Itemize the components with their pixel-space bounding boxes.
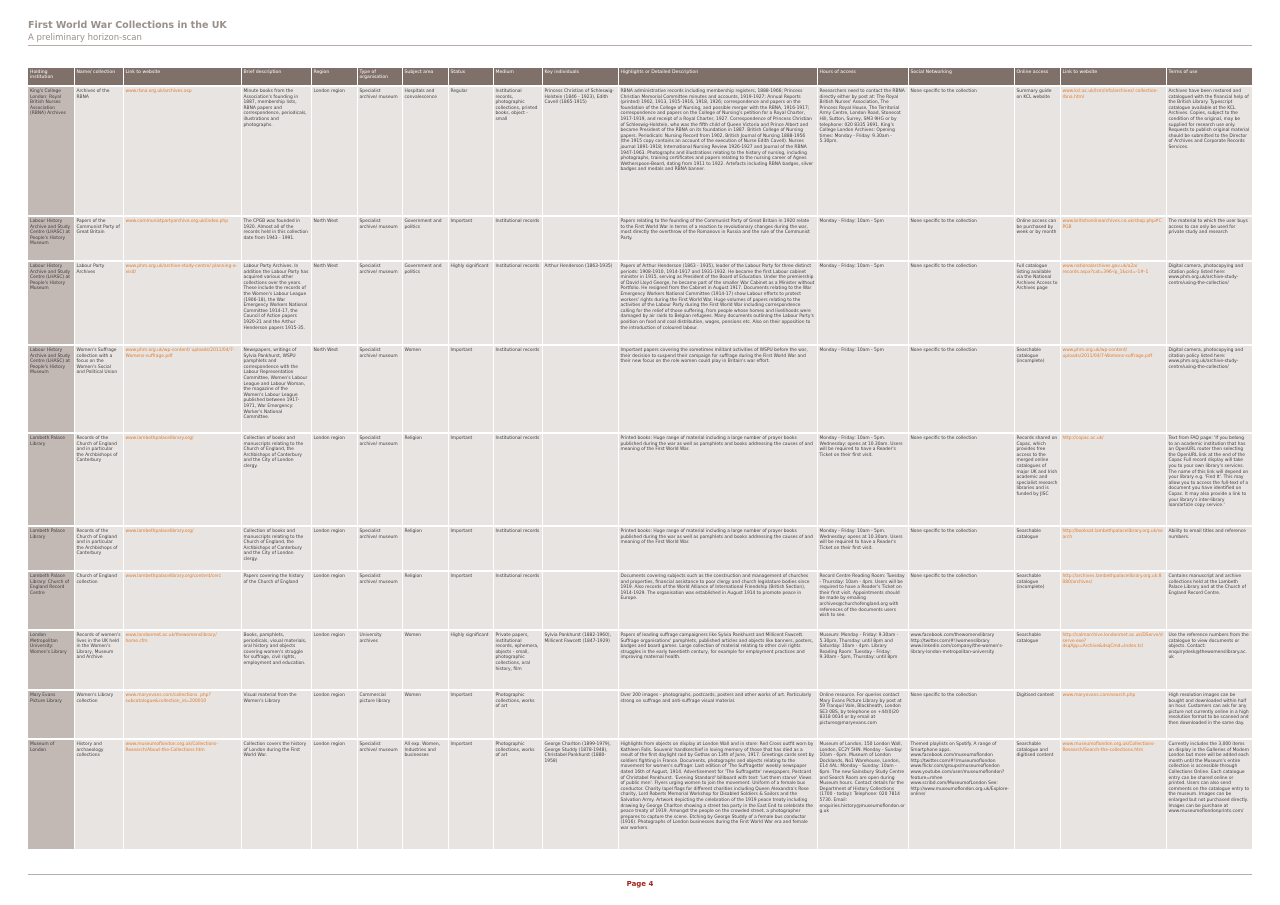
table-cell: Digital camera, photocopying and citation policy listed here: www.phm.org.uk/archive-study-centre/using-the-collection/	[1166, 261, 1252, 345]
website-link-cell[interactable]: www.britishonlinearchives.co.uk/shop.php#CPGB	[1060, 216, 1166, 261]
table-cell: Themed playlists on Spotify. A range of Smartphone apps. www.facebook.com/museumoflondon http://twitter.com/#!/museumoflondon www.flickr.com/groups/museumoflondon www.youtube.com/user/museumoflondon?feature=mhee www.scribd.com/MuseumofLondon See: http://www.museumoflondon.org.uk/Explore-online/	[908, 739, 1014, 849]
table-cell: Monday - Friday: 10am - 5pm	[817, 261, 908, 345]
website-link-cell[interactable]: www.phm.org.uk/wp-content/ uploads/2011/04/7-Womens-suffrage.pdf	[1060, 345, 1166, 433]
table-cell: London Metropolitan University: Women's Library	[28, 630, 74, 690]
column-header: Brief description	[241, 68, 311, 86]
table-row	[28, 86, 1252, 216]
table-cell: Papers of leading suffrage campaigners like Sylvia Pankhurst and Millicent Fawcett. Suffrage organisations' pamphlets, published articles and objects like banners, posters, badges and board games. Large collection of material relating to other civil rights struggles in the early twentieth century, for example for employment practices and improving maternal health.	[618, 630, 817, 690]
table-cell: Searchable catalogue	[1014, 526, 1060, 571]
table-cell: Books, pamphlets, periodicals, visual materials, oral history and objects covering women's struggle for suffrage, civil rights, employment and education.	[241, 630, 311, 690]
table-cell: Records of the Church of England and in particular the Archbishops of Canterbury	[74, 433, 123, 526]
table-cell: Lambeth Palace Library	[28, 433, 74, 526]
table-cell: Text from FAQ page: 'If you belong to an academic institution that has an OpenURL router then selecting the OpenURL link at the end of the Copac Full record display will take you to your own library's services. The name of this link will depend on your library e.g. 'Find It'. This may allow you to access the full-text of a document you have identified on Copac. It may also provide a link to your library's inter-library loan/article copy service.'	[1166, 433, 1252, 526]
table-cell: Visual material from the Women's Library	[241, 690, 311, 739]
table-row	[28, 261, 1252, 345]
table-cell: All exp. Women, Industries and businesses	[402, 739, 448, 849]
table-row	[28, 433, 1252, 526]
table-cell	[542, 571, 618, 630]
table-cell: Minute books from the Association's founding in 1887, membership lists, RBNA papers and correspondence, periodicals, illustrations and photographs.	[241, 86, 311, 216]
table-cell	[542, 345, 618, 433]
table-cell: Lambeth Palace Library: Church of England Record Centre	[28, 571, 74, 630]
table-cell: King's College London: Royal British Nurses Association (RBNA) Archives	[28, 86, 74, 216]
table-cell: Important	[448, 571, 493, 630]
table-cell: Sylvia Pankhurst (1882-1960), Millicent Fawcett (1847-1929)	[542, 630, 618, 690]
table-cell: Specialist archive/ museum	[357, 571, 402, 630]
website-link-cell[interactable]: www.maryevans.com/search.php	[1060, 690, 1166, 739]
website-link-cell[interactable]: www.rbna.org.uk/archives.asp	[123, 86, 241, 216]
table-cell: Online access can be purchased by week or by month	[1014, 216, 1060, 261]
table-cell: Mary Evans Picture Library	[28, 690, 74, 739]
table-cell: Religion	[402, 433, 448, 526]
table-cell: Archives have been restored and catalogued with the financial help of the British Library. Typescript catalogue available at the KCL Archives. Copies, subject to the condition of the original, may be supplied for research use only. Requests to publish original material should be submitted to the Director of Archives and Corporate Records Services.	[1166, 86, 1252, 216]
table-cell: Currently includes the 3,000 items on display in the Galleries of Modern London but more will be added each month until the Museum's entire collection is accessible through Collections Online. Each catalogue entry can be shared online or printed. Users can also send comments on the catalogue entry to the museum. Images can be enlarged but not purchased directly. Images can be purchase at www.museumoflondonprints.com/	[1166, 739, 1252, 849]
table-cell: Important	[448, 345, 493, 433]
table-cell: Specialist archive/ museum	[357, 216, 402, 261]
table-cell: High resolution images can be bought and downloaded within half an hour. Customers can ask for any picture not currently online in a high resolution format to be scanned and then downloaded in the same day.	[1166, 690, 1252, 739]
table-cell: Collection of books and manuscripts relating to the Church of England, the Archbishops of Canterbury and the City of London clergy.	[241, 433, 311, 526]
table-cell: Labour History Archive and Study Centre (LHASC) at People's History Museum	[28, 345, 74, 433]
table-cell: Institutional records	[493, 433, 542, 526]
report-header	[28, 20, 227, 43]
table-cell: Institutional records	[493, 526, 542, 571]
column-header: Hours of access	[817, 68, 908, 86]
table-cell: Women	[402, 630, 448, 690]
table-cell: London region	[311, 571, 357, 630]
table-cell: Papers covering the history of the Church of England	[241, 571, 311, 630]
table-cell: The CPGB was founded in 1920. Almost all of the records held in this collection date from 1943 - 1991.	[241, 216, 311, 261]
table-cell: None specific to the collection	[908, 433, 1014, 526]
table-cell: Specialist archive/ museum	[357, 739, 402, 849]
table-body	[28, 86, 1252, 849]
table-cell: Labour Party Archives	[74, 261, 123, 345]
table-cell: Religion	[402, 526, 448, 571]
table-cell: Monday - Friday: 10am - 5pm. Wednesday: opens at 10.30am. Users will be required to have a Reader's Ticket on their first visit.	[817, 433, 908, 526]
table-cell: None specific to the collection	[908, 216, 1014, 261]
table-row	[28, 630, 1252, 690]
table-cell: Digitised content	[1014, 690, 1060, 739]
table-cell: London region	[311, 690, 357, 739]
table-cell: Full catalogue listing available via the National Archives Access to Archives page	[1014, 261, 1060, 345]
table-cell: Monday - Friday: 10am - 5pm	[817, 216, 908, 261]
website-link-cell[interactable]: http://booksat.lambethpalacelibrary.org.uk/search	[1060, 526, 1166, 571]
table-cell: Records shared on Copac, which provides free access to the merged online catalogues of major UK and Irish academic and specialist research libraries and is funded by JISC	[1014, 433, 1060, 526]
website-link-cell[interactable]: www.museumoflondon.org.uk/Collections-Research/About-the-Collections.htm	[123, 739, 241, 849]
table-cell: Women	[402, 690, 448, 739]
table-cell: Contains manuscript and archive collections held at the Lambeth Palace Library and at the Church of England Record Centre.	[1166, 571, 1252, 630]
table-cell: Use the reference numbers from the catalogue to view documents or objects. Contact: enquirydesk@thewomenslibrary.ac.uk	[1166, 630, 1252, 690]
table-cell: George Charlton (1899-1979), George Studdy (1878-1948), Christabel Pankhurst (1880-1958)	[542, 739, 618, 849]
table-cell: London region	[311, 86, 357, 216]
table-cell: Important	[448, 739, 493, 849]
table-cell: Monday - Friday: 10am - 5pm. Wednesday: opens at 10.30am. Users will be required to have a Reader's Ticket on their first visit.	[817, 526, 908, 571]
table-cell: Researchers need to contact the RBNA directly either by post at: The Royal British Nurses' Association, The Princess Royal House, The Territorial Army Centre, London Road, Stonecot Hill, Sutton, Surrey, SM3 9HG or by telephone: 020 8335 3691. King's College London Archives: Opening times: Monday - Friday: 9.30am - 5.30pm.	[817, 86, 908, 216]
table-cell: Museum of London	[28, 739, 74, 849]
table-cell: London region	[311, 526, 357, 571]
page-number: Page 4	[626, 880, 654, 888]
table-cell: Searchable catalogue (incomplete)	[1014, 571, 1060, 630]
table-cell: Institutional records	[493, 345, 542, 433]
table-cell: Important	[448, 526, 493, 571]
header-rule	[28, 45, 1252, 46]
table-cell: Digital camera, photocopying and citation policy listed here: www.phm.org.uk/archive-study-centre/using-the-collection/	[1166, 345, 1252, 433]
table-cell: Summary guide on KCL website	[1014, 86, 1060, 216]
table-cell: Important	[448, 433, 493, 526]
table-cell: Important papers covering the sometimes militant activities of WSPU before the war, their decision to suspend their campaign for suffrage during the First World War and their new focus on the role women could play in Britain's war effort.	[618, 345, 817, 433]
table-cell: Over 200 images - photographs, postcards, posters and other works of art. Particularly strong on suffrage and anti-suffrage visual material.	[618, 690, 817, 739]
table-cell: None specific to the collection	[908, 526, 1014, 571]
column-header: Highlights or Detailed Description	[618, 68, 817, 86]
table-cell: Searchable catalogue	[1014, 630, 1060, 690]
table-cell: Museum of London, 150 London Wall, London, EC2Y 5HN. Monday - Sunday: 10am - 6pm. Museum of London Docklands, No1 Warehouse, London, E14 4AL: Monday - Sunday: 10am - 6pm. The new Sainsbury Study Centre and Search Room are open during Museum hours. Contact details for the Department of History Collections (1700 - today): Telephone: 020 7814 5730. Email: enquiries.history@museumoflondon.org.uk	[817, 739, 908, 849]
table-row	[28, 690, 1252, 739]
column-header: Name/ collection	[74, 68, 123, 86]
table-cell: Church of England collection	[74, 571, 123, 630]
column-header: Social Networking	[908, 68, 1014, 86]
table-cell: Institutional records	[493, 216, 542, 261]
table-cell: Commercial picture library	[357, 690, 402, 739]
column-header: Type of organisation	[357, 68, 402, 86]
table-cell: Government and politics	[402, 216, 448, 261]
table-cell: Princess Christian of Schleswig-Holstein (1846 - 1923), Edith Cavell (1865-1915)	[542, 86, 618, 216]
column-header: Terms of use	[1166, 68, 1252, 86]
table-cell: Specialist archive/ museum	[357, 526, 402, 571]
website-link-cell[interactable]: http://copac.ac.uk/	[1060, 433, 1166, 526]
table-cell: Newspapers, writings of Sylvia Pankhurst, WSPU pamphlets and correspondence with the Labour Representation Committee, Women's Labour League and Labour Woman, the magazine of the Women's Labour League published between 1917-1971, War Emergency: Worker's National Committee.	[241, 345, 311, 433]
table-cell	[542, 216, 618, 261]
table-cell: Institutional records	[493, 571, 542, 630]
table-row	[28, 571, 1252, 630]
table-cell: University archives	[357, 630, 402, 690]
table-cell: Lambeth Palace Library	[28, 526, 74, 571]
table-cell: Specialist archive/ museum	[357, 86, 402, 216]
table-cell: Highlights from objects on display at London Wall and in store: Red Cross outfit worn by Kathleen Falls. Souvenir handkerchief in loving memory of those that has died as a result of the first daylight raid by Gothas on 13th of June, 1917. Greetings cards sent by soldiers fighting in France. Documents, photographs and objects relating to the movement for women's suffrage: Last edition of 'The Suffragette' weekly newspaper dated 16th of August, 1914. Advertisement for 'The Suffragette' newspapers. Postcard of Christabel Pankhurst. 'Evening Standard' billboard with text: 'Let them starve' Views of public men'. Flyers urging women to join the movement. Uniform of a female bus conductor. Charity lapel flags for different charities including Queen Alexandra's Rose charity, Lord Roberts Memorial Workshop for Disabled Soldiers & Sailors and the Salvation Army. Artwork depicting the celebration of the 1919 peace treaty including drawing by George Charlton showing a street tea party in the East End to celebrate the peace treaty of 1919. Amongst the people on the crowded street, a photographer prepares to capture the scene. Etching by George Studdy of a female bus conductor (1916). Photographs of London businesses during the First World War era and female war workers.	[618, 739, 817, 849]
table-cell: Papers of the Communist Party of Great Britain	[74, 216, 123, 261]
table-cell: Women's Suffrage collection with a focus on the Women's Social and Political Union	[74, 345, 123, 433]
table-cell: Museum: Monday - Friday: 9.30am - 5.30pm, Thursday: until 8pm and Saturday: 10am - 4pm. Library Reading Room: Tuesday - Friday: 9.30am - 5pm, Thursday: until 8pm	[817, 630, 908, 690]
table-cell: Specialist archive/ museum	[357, 261, 402, 345]
table-cell: Private papers, institutional records, ephemera, objects - small, photographic collections, oral history, film	[493, 630, 542, 690]
table-cell: Record Centre Reading Room: Tuesday - Thursday: 10am - 4pm. Users will be required to have a Reader's Ticket on their first visit. Appointments should be made by emailing archives@churchofengland.org with references of the documents users wish to see.	[817, 571, 908, 630]
table-cell	[542, 433, 618, 526]
table-cell: Specialist archive/ museum	[357, 433, 402, 526]
table-cell	[542, 526, 618, 571]
website-link-cell[interactable]: www.lambethpalacelibrary.org/	[123, 433, 241, 526]
table-row	[28, 526, 1252, 571]
website-link-cell[interactable]: www.maryevans.com/collections. php?subcatalogue&collection_id=200010	[123, 690, 241, 739]
table-cell: Records of women's lives in the UK held in the Women's Library, Museum and Archive	[74, 630, 123, 690]
table-cell: Collection of books and manuscripts relating to the Church of England, the Archbishops of Canterbury and the City of London clergy.	[241, 526, 311, 571]
table-cell: Institutional records	[493, 261, 542, 345]
website-link-cell[interactable]: http://archives.lambethpalacelibrary.org.uk:8080/archives/	[1060, 571, 1166, 630]
website-link-cell[interactable]: www.communistpartyarchive.org.uk/index.php	[123, 216, 241, 261]
table-cell: Photographic collections, works of art	[493, 739, 542, 849]
column-header: Medium	[493, 68, 542, 86]
table-cell: North West	[311, 261, 357, 345]
table-cell: North West	[311, 345, 357, 433]
table-cell: The material to which the user buys access to can only be used for private study and research	[1166, 216, 1252, 261]
table-cell: Documents covering subjects such as the construction and management of churches and properties, financial assistance to poor clergy and church legislature bodies since 1919. Also records of the World Alliance of International Friendship (British Section), 1914-1929. The organisation was established in August 1914 to promote peace in Europe.	[618, 571, 817, 630]
table-cell: None specific to the collection	[908, 86, 1014, 216]
table-cell: London region	[311, 630, 357, 690]
table-cell: London region	[311, 739, 357, 849]
table-cell: Institutional records, photographic collections, printed books, object - small	[493, 86, 542, 216]
column-header: Link to website	[1060, 68, 1166, 86]
table-cell: Highly significant	[448, 261, 493, 345]
table-cell: None specific to the collection	[908, 690, 1014, 739]
table-header-row	[28, 68, 1252, 86]
table-cell: None specific to the collection	[908, 345, 1014, 433]
table-cell: Government and politics	[402, 261, 448, 345]
column-header: Region	[311, 68, 357, 86]
table-cell: Searchable catalogue and digitised content	[1014, 739, 1060, 849]
table-cell: Archives of the RBNA	[74, 86, 123, 216]
table-cell: Arthur Henderson (1863-1935)	[542, 261, 618, 345]
table-row	[28, 216, 1252, 261]
column-header: Status	[448, 68, 493, 86]
table-cell: None specific to the collection	[908, 261, 1014, 345]
table-cell: Monday - Friday: 10am - 5pm	[817, 345, 908, 433]
table-cell: History and archaeology collections	[74, 739, 123, 849]
table-cell: RBNA administrative records including membership registers, 1888-1966; Princess Christian Memorial Committee minutes and accounts, 1919-1927; Annual Reports (printed) 1902, 1913, 1915-1916, 1918, 1926; correspondence and papers on the foundation of the College of Nursing, and possible merger with the RBNA, 1916-1917; correspondence and papers on the College of Nursing's petition for a Royal Charter, 1917-1919, and receipt of a Royal Charter, 1927. Correspondence of Princess Christian of Schleswig-Holstein, who was the fifth child of Queen Victoria and Prince Albert and became President of the RBNA on its foundation in 1887. British College of Nursing papers. Periodicals: Nursing Record from 1902, British Journal of Nursing 1888-1956 (the 1915 copy contains an account of the execution of Nurse Edith Cavell). Nurses journal 1891-1918; International Nursing Review 1926-1927 and Journal of the RBNA 1947-1963. Photographs and illustrations relating to the history of nursing, including photographs, training certificates and papers relating to the nursing career of Agnes Wetherspoon-Beard, dating from 1911 to 1922. Artefacts including RBNA badges, silver badges and medals and RBNA banner.	[618, 86, 817, 216]
table-cell: London region	[311, 433, 357, 526]
table-cell: Printed books: Huge range of material including a large number of prayer books published during the war as well as pamphlets and books addressing the causes of and meaning of the First World War.	[618, 526, 817, 571]
website-link-cell[interactable]: www.kcl.ac.uk/lsm/info/archives/ collection-rbna.html	[1060, 86, 1166, 216]
table-row	[28, 345, 1252, 433]
website-link-cell[interactable]: www.museumoflondon.org.uk/Collections-Research/Search-the-collections.htm	[1060, 739, 1166, 849]
table-cell: Labour Party Archives. In addition the Labour Party has acquired various other collections over the years. These include the records of the Women's Labour League (1906-18), the War Emergency Workers National Committee 1914-17, the Council of Action papers 1920-21 and the Arthur Henderson papers 1915-35.	[241, 261, 311, 345]
table-cell: Women's Library collection	[74, 690, 123, 739]
table-cell: Ability to email titles and reference numbers.	[1166, 526, 1252, 571]
table-cell: Regular	[448, 86, 493, 216]
website-link-cell[interactable]: http://calmarchive.londonmet.ac.uk/DServe/dserve.exe?dsqApp=Archive&dsqCmd=Index.tcl	[1060, 630, 1166, 690]
footer-rule	[28, 874, 1252, 875]
website-link-cell[interactable]: www.londonmet.ac.uk/thewomenslibrary/ home.cfm	[123, 630, 241, 690]
table-cell: Important	[448, 216, 493, 261]
table-cell: Printed books: Huge range of material including a large number of prayer books published during the war as well as pamphlets and books addressing the causes of and meaning of the First World War.	[618, 433, 817, 526]
website-link-cell[interactable]: www.phm.org.uk/archive-study-centre/ planning-a-visit/	[123, 261, 241, 345]
column-header: Holding institution	[28, 68, 74, 86]
table-cell: Collection covers the history of London during the First World War.	[241, 739, 311, 849]
table-cell: Specialist archive/ museum	[357, 345, 402, 433]
table-cell	[542, 690, 618, 739]
report-title: First World War Collections in the UK	[28, 20, 227, 31]
table-cell: Online resource. For queries contact Mary Evans Picture Library by post at 59 Tranquil Vale, Blackheath, London SE3 0BS, by telephone on +44(0)20 8318 0034 or by email at pictures@maryevans.com	[817, 690, 908, 739]
table-cell: Photographic collections, works of art	[493, 690, 542, 739]
table-cell: Highly significant	[448, 630, 493, 690]
column-header: Subject area	[402, 68, 448, 86]
report-subtitle: A preliminary horizon-scan	[28, 33, 142, 43]
table-cell: Important	[448, 690, 493, 739]
website-link-cell[interactable]: www.lambethpalacelibrary.org/content/cerc	[123, 571, 241, 630]
collections-table	[28, 68, 1253, 849]
column-header: Key individuals	[542, 68, 618, 86]
table-cell: Labour History Archive and Study Centre (LHASC) at People's History Museum	[28, 216, 74, 261]
website-link-cell[interactable]: www.lambethpalacelibrary.org/	[123, 526, 241, 571]
table-cell: www.facebook.com/thewomenslibrary http://twitter.com/#!/womenslibrary www.linkedin.com/company/the-women's-library-london-metropolitan-university	[908, 630, 1014, 690]
column-header: Link to website	[123, 68, 241, 86]
table-cell: Papers of Arthur Henderson (1863 - 1935), leader of the Labour Party for three distinct periods: 1908-1910, 1914-1917 and 1931-1932. He became the first Labour cabinet minister in 1915, serving as President of the Board of Education. Under the premiership of David Lloyd George, he became part of the smaller War Cabinet as a Minister without Portfolio. He resigned from the Cabinet in August 1917. Documents relating to the War Emergency Workers National Committee (1914-17) show Labour efforts to protect workers' rights during the First World War. Huge volumes of papers relating to the activities of the Labour Party during the First World War including correspondence calling for the relief of those suffering, from people whose homes and livelihoods were damaged by air raids to Belgian refugees. Many documents outlining the Labour Party's position on food and coal distribution, wages, pensions etc. Also on their opposition to the introduction of coloured labour.	[618, 261, 817, 345]
table-cell: Labour History Archive and Study Centre (LHASC) at People's History Museum	[28, 261, 74, 345]
table-cell: Women	[402, 345, 448, 433]
table-cell: North West	[311, 216, 357, 261]
website-link-cell[interactable]: www.phm.org.uk/wp-content/ uploads/2011/04/7-Womens-suffrage.pdf	[123, 345, 241, 433]
table-row	[28, 739, 1252, 849]
table-cell: Records of the Church of England and in particular the Archbishops of Canterbury	[74, 526, 123, 571]
website-link-cell[interactable]: www.nationalarchives.gov.uk/a2a/ records.aspx?cat=396-lp_1&cid=-1#-1	[1060, 261, 1166, 345]
table-cell: None specific to the collection	[908, 571, 1014, 630]
column-header: Online access	[1014, 68, 1060, 86]
table-cell: Searchable catalogue (incomplete)	[1014, 345, 1060, 433]
table-cell: Religion	[402, 571, 448, 630]
table-cell: Papers relating to the founding of the Communist Party of Great Britain in 1920 relate to the First World War in terms of a reaction to revolutionary changes during the war, most directly the overthrow of the Romanovs in Russia and the rule of the Communist Party.	[618, 216, 817, 261]
table-cell: Hospitals and convalescence	[402, 86, 448, 216]
